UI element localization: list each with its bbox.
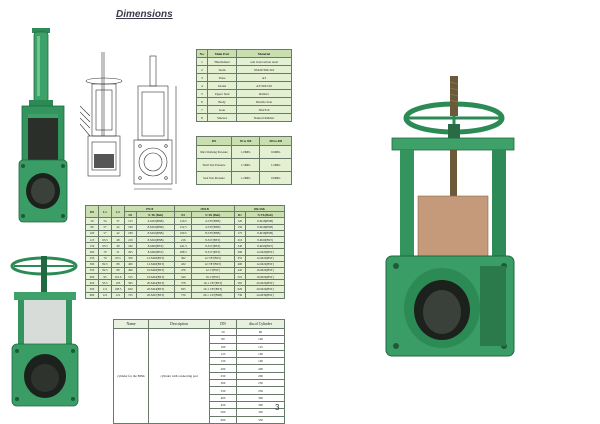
cell: 0.6MPa — [260, 172, 292, 185]
cell: 82.5 — [99, 261, 112, 267]
table-row — [197, 172, 292, 185]
cell: 400 — [86, 274, 99, 280]
cell: Ductile Iron — [237, 98, 292, 106]
cell: 100 — [237, 336, 285, 343]
cell: 95 — [99, 274, 112, 280]
cell: Max.Working Pressure — [197, 146, 232, 159]
cell: 111 — [99, 286, 112, 292]
dims-sub-header: N-Th (Bolt) — [246, 212, 285, 218]
cell: 290 — [234, 249, 246, 255]
cell: 350 — [86, 267, 99, 273]
cell: 2 — [197, 66, 208, 74]
cell: 300 — [237, 394, 285, 401]
cell: 210 — [234, 236, 246, 242]
cell: 8-M16(BSB) — [246, 218, 285, 224]
cell: 350 — [125, 255, 137, 261]
cell: 24-M30(BST) — [246, 292, 285, 298]
cell: 20-M24(BST) — [136, 280, 175, 286]
cell: 445 — [234, 267, 246, 273]
pressure-header-dn: DN — [197, 137, 232, 146]
cell: 620 — [125, 286, 137, 292]
cell: 500 — [86, 286, 99, 292]
cell: 100 — [210, 343, 237, 350]
cell: Stem — [208, 66, 237, 74]
cell: 460 — [125, 267, 137, 273]
cell: 152.5 — [175, 224, 192, 230]
cell: 250 — [210, 372, 237, 379]
cell: A3/304/316 — [237, 82, 292, 90]
cell: 70 — [99, 255, 112, 261]
dims-header-l2: L2 — [112, 206, 125, 218]
cell: 8 — [197, 114, 208, 122]
handwheel-valve-image — [6, 256, 84, 408]
dims-header-10k16k: 10K/16K — [234, 206, 284, 212]
cell: 16-1"(BST) — [191, 274, 234, 280]
cell: 12-1"(BST) — [191, 267, 234, 273]
large-valve-image — [378, 76, 520, 376]
cell: 63.5 — [99, 236, 112, 242]
cell: cast iron/carbon steel — [237, 58, 292, 66]
cell: SS420/304/316 — [237, 66, 292, 74]
table-row — [197, 114, 292, 122]
cell: 20-M24(BST) — [136, 286, 175, 292]
cell: 4-5/8"(BSB) — [191, 218, 234, 224]
parts-header-material: Material — [237, 50, 292, 58]
cell: 1.0MPa — [232, 146, 260, 159]
parts-header-part: Main Part — [208, 50, 237, 58]
cell: 63.5 — [112, 255, 125, 261]
cell: 50 — [86, 218, 99, 224]
cell: 51 — [112, 249, 125, 255]
table-row — [197, 74, 292, 82]
cell: 320 — [237, 409, 285, 416]
cell: 100 — [86, 230, 99, 236]
cell: 725 — [125, 292, 137, 298]
cell: 400 — [125, 261, 137, 267]
cell: 16-M24(BST) — [136, 274, 175, 280]
cell: 12-M20(BST) — [246, 249, 285, 255]
cell: 48 — [112, 243, 125, 249]
cell: 8-M16(BSB) — [136, 230, 175, 236]
cell: 80 — [237, 329, 285, 336]
cell: 8-M20(BST) — [136, 243, 175, 249]
dims-header-dn: DN — [86, 206, 99, 218]
parts-material-table — [196, 49, 292, 122]
cell: 432 — [175, 261, 192, 267]
cell: 4 — [197, 82, 208, 90]
cell: 37 — [112, 218, 125, 224]
cell: 350 — [237, 416, 285, 423]
valve-technical-drawing — [80, 46, 192, 196]
cell: 400 — [210, 394, 237, 401]
pressure-header-large: 350 to 600 — [260, 137, 292, 146]
cell: 50 — [210, 329, 237, 336]
cell: 160 — [237, 350, 285, 357]
dims-sub-header: D1 — [175, 212, 192, 218]
cell: 450 — [210, 401, 237, 408]
cell: 5 — [197, 90, 208, 98]
cell: 16-M22(BST) — [246, 267, 285, 273]
cell: 7 — [197, 106, 208, 114]
cell: 80 — [210, 336, 237, 343]
table-row — [197, 159, 292, 172]
cell: 355 — [234, 255, 246, 261]
cell: 3 — [197, 74, 208, 82]
cell: Natural Rubber — [237, 114, 292, 122]
cell: 210 — [125, 236, 137, 242]
cell: 89 — [112, 261, 125, 267]
cell: 500 — [210, 409, 237, 416]
dims-header-pn10: PN10 — [125, 206, 175, 212]
cyl-header-diameter: dia.of Cylinder — [237, 320, 285, 329]
pressure-header-small: 50 to 300 — [232, 137, 260, 146]
table-row — [197, 98, 292, 106]
cell: 89 — [112, 267, 125, 273]
cell: 1 — [197, 58, 208, 66]
cell: 101.6 — [112, 274, 125, 280]
cell: 190.5 — [175, 230, 192, 236]
table-row — [197, 58, 292, 66]
cell: 515 — [125, 274, 137, 280]
cell: 70 — [99, 249, 112, 255]
cell: 150 — [86, 243, 99, 249]
cell: 57 — [99, 224, 112, 230]
cell: 8-M16(BSB) — [246, 230, 285, 236]
cell: 295 — [125, 249, 137, 255]
cell: 400 — [234, 261, 246, 267]
cell: 125 — [125, 218, 137, 224]
cell: 510 — [234, 274, 246, 280]
cell: 20-M27(BST) — [136, 292, 175, 298]
cell: A3 — [237, 74, 292, 82]
page-title: Dimensions — [116, 9, 173, 20]
cell: 12-M20(BST) — [136, 255, 175, 261]
cell: Shell Test Pressure — [197, 159, 232, 172]
cell: 250 — [237, 387, 285, 394]
cell: 362 — [175, 255, 192, 261]
table-row — [114, 329, 285, 336]
cell: 95.5 — [99, 280, 112, 286]
cell: 12-7/8"(BST) — [191, 261, 234, 267]
cell: 4-M16(BSB) — [136, 218, 175, 224]
cyl-header-name: Name — [114, 320, 149, 329]
cell: 125 — [237, 343, 285, 350]
cyl-header-description: Description — [149, 320, 210, 329]
pneumatic-valve-image — [14, 28, 78, 233]
cell: 200 — [210, 365, 237, 372]
cell: 300 — [210, 380, 237, 387]
cell: 216 — [175, 236, 192, 242]
cell: 8-5/8"(BSB) — [191, 230, 234, 236]
cell: 241.3 — [175, 243, 192, 249]
cell: 125 — [86, 236, 99, 242]
cell: 565 — [125, 280, 137, 286]
cell: 200 — [237, 372, 285, 379]
cell: Gate — [208, 106, 237, 114]
dims-sub-header: N-Th (Bolt) — [136, 212, 175, 218]
table-row — [197, 90, 292, 98]
cell: 20-1 1/4"(BSB) — [191, 292, 234, 298]
cell: 200 — [86, 249, 99, 255]
pressure-table — [196, 136, 292, 185]
cell: 450 — [86, 280, 99, 286]
cell: 108.5 — [112, 286, 125, 292]
dims-header-150lb: 150LB — [175, 206, 234, 212]
table-row — [197, 66, 292, 74]
cell: 150 — [210, 358, 237, 365]
cell: 8-M16(BSB) — [246, 224, 285, 230]
cell: 1.0MPa — [260, 159, 292, 172]
cell: 578 — [175, 280, 192, 286]
cell: 476 — [175, 267, 192, 273]
cell: 250 — [86, 255, 99, 261]
cell: 300 — [237, 401, 285, 408]
cell: 175 — [234, 230, 246, 236]
cell: 4-5/8"(BSB) — [191, 224, 234, 230]
cell: Gland — [208, 82, 237, 90]
cell: 180 — [125, 230, 137, 236]
cell: 8-M16(BSB) — [136, 236, 175, 242]
cell: 600 — [86, 292, 99, 298]
cell: 16-1 1/8"(BST) — [191, 280, 234, 286]
cell: 42 — [112, 230, 125, 236]
cell: Seal Test Pressure — [197, 172, 232, 185]
cell: 635 — [175, 286, 192, 292]
table-row — [86, 292, 285, 298]
cell: 298.5 — [175, 249, 192, 255]
cylinder-table — [113, 319, 285, 424]
cell: 12-M22(BST) — [246, 255, 285, 261]
dims-sub-header: D1 — [125, 212, 137, 218]
cell: 150 — [234, 224, 246, 230]
cell: 125 — [210, 350, 237, 357]
cell: 20-1 1/8"(BST) — [191, 286, 234, 292]
cell: 1.5MPa — [232, 159, 260, 172]
cell: 240 — [234, 243, 246, 249]
cell: 8-M16(BSB) — [136, 224, 175, 230]
cell: 121 — [112, 292, 125, 298]
cell: 240 — [125, 243, 137, 249]
cell: 200 — [237, 365, 285, 372]
cell: 600 — [210, 416, 237, 423]
table-row — [197, 106, 292, 114]
cell: 730 — [234, 292, 246, 298]
cell: 48 — [112, 236, 125, 242]
cell: 620 — [234, 286, 246, 292]
cell: 304/316 — [237, 106, 292, 114]
cell: 42 — [112, 224, 125, 230]
cell: 6 — [197, 98, 208, 106]
cell: 8-M20(BST) — [246, 243, 285, 249]
dimensions-table — [85, 205, 285, 299]
cylinder-name: cylinder for the BISK — [114, 329, 149, 424]
cell: Yoke — [208, 74, 237, 82]
cell: 121 — [99, 292, 112, 298]
cell: 12-7/8"(BST) — [191, 255, 234, 261]
cell: 80 — [86, 224, 99, 230]
cell: 540 — [175, 274, 192, 280]
cell: 120 — [234, 218, 246, 224]
cell: 54 — [99, 218, 112, 224]
cell: 63.5 — [99, 243, 112, 249]
cell: 350 — [210, 387, 237, 394]
cell: Body — [208, 98, 237, 106]
cell: 8-3/4"(BST) — [191, 236, 234, 242]
page-number: 3 — [275, 403, 280, 412]
table-row — [197, 82, 292, 90]
cell: 103 — [112, 280, 125, 286]
cell: 20-M24(BST) — [246, 280, 285, 286]
cell: 160 — [125, 224, 137, 230]
cell: 8-M20(BST) — [246, 236, 285, 242]
cell: Rubber — [237, 90, 292, 98]
table-row — [197, 146, 292, 159]
dims-sub-header: D1 — [234, 212, 246, 218]
cell: 12-M22(BST) — [246, 261, 285, 267]
dims-sub-header: N-Th (Bolt) — [191, 212, 234, 218]
cell: 82.5 — [99, 267, 112, 273]
cell: 750 — [175, 292, 192, 298]
cell: 16-M24(BST) — [246, 274, 285, 280]
cell: 250 — [237, 380, 285, 387]
cell: 565 — [234, 280, 246, 286]
cell: 0.6MPa — [260, 146, 292, 159]
cell: Upper Seal — [208, 90, 237, 98]
cell: 12-M20(BST) — [136, 261, 175, 267]
cell: 16-M20(BST) — [136, 267, 175, 273]
cell: 300 — [86, 261, 99, 267]
cell: Sleeves — [208, 114, 237, 122]
cell: 8-3/4"(BST) — [191, 243, 234, 249]
cell: 57 — [99, 230, 112, 236]
cyl-header-dn: DN — [210, 320, 237, 329]
cell: 8-3/4"(BST) — [191, 249, 234, 255]
cell: 160 — [237, 358, 285, 365]
cell: 8-M20(BST) — [136, 249, 175, 255]
cell: 20-M24(BST) — [246, 286, 285, 292]
cell: 120.5 — [175, 218, 192, 224]
cell: 1.2MPa — [232, 172, 260, 185]
cell: Handwheel — [208, 58, 237, 66]
parts-header-no: No. — [197, 50, 208, 58]
cylinder-description: cylinder with connecting pad — [149, 329, 210, 424]
dims-header-l1: L1 — [99, 206, 112, 218]
